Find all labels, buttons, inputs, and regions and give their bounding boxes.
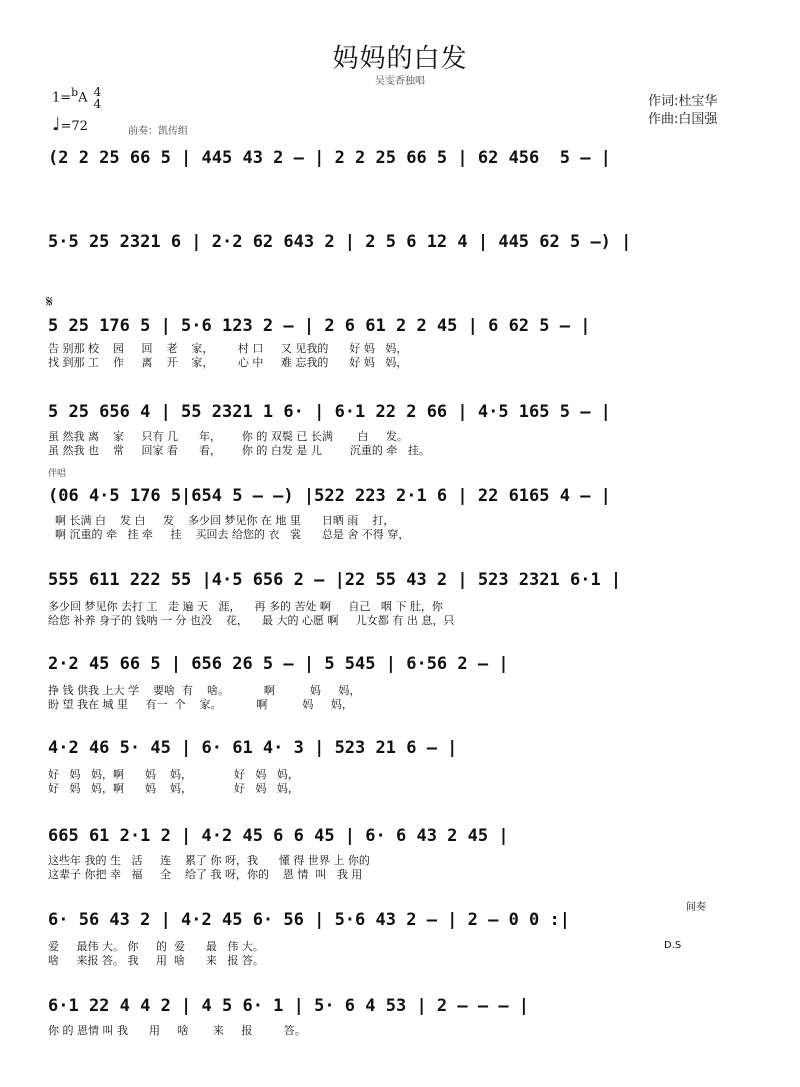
- lyric-line: 给您 补养 身子的 钱呐 一 分 也没 花， 最 大的 心愿 啊 儿女都 有 出 息，只: [48, 614, 455, 627]
- notation-row: 4·2 46 5· 45 | 6· 61 4· 3 | 523 21 6 – |: [48, 738, 458, 758]
- key-signature: [52, 86, 101, 110]
- flat-sign: b: [71, 86, 79, 100]
- notation-row: 5 25 176 5 | 5·6 123 2 – | 2 6 61 2 2 45 | 6 62 5 – |: [48, 316, 591, 336]
- notation-row: (06 4·5 176 5|654 5 – –) |522 223 2·1 6 | 22 6165 4 – |: [48, 486, 611, 506]
- key-note: A: [78, 90, 88, 106]
- notation-row: (2 2 25 66 5 | 445 43 2 – | 2 2 25 66 5 | 62 456 5 – |: [48, 148, 611, 168]
- time-signature-bottom: 4: [93, 97, 102, 111]
- lyric-line: 啊 沉重的 牵 挂 牵 挂 买回去 给您的 衣 裳 总是 舍 不得 穿，: [48, 528, 410, 541]
- lyric-line: 找 到那 工 作 离 开 家， 心 中 难 忘我的 好 妈 妈，: [48, 356, 408, 369]
- composer: 作曲:白国强: [648, 112, 718, 127]
- key-prefix: 1=: [52, 90, 72, 106]
- lyric-line: 虽 然我 也 常 回家 看 看， 你 的 白发 是 儿 沉重的 牵 挂。: [48, 444, 430, 457]
- intro-label: 前奏：凯传组: [128, 126, 188, 137]
- lyricist: 作词:杜宝华: [648, 94, 718, 109]
- lyric-line: 好 妈 妈，啊 妈 妈， 好 妈 妈，: [48, 782, 299, 795]
- notation-row: 5·5 25 2321 6 | 2·2 62 643 2 | 2 5 6 12 4 | 445 62 5 –) |: [48, 232, 632, 252]
- interlude-label: 间奏: [686, 902, 706, 913]
- dal-segno-mark: D.S: [664, 940, 682, 951]
- time-signature-top: 4: [93, 85, 102, 99]
- notation-row: 6·1 22 4 4 2 | 4 5 6· 1 | 5· 6 4 53 | 2 – – – |: [48, 996, 530, 1016]
- lyric-line: 啥 来报 答。 我 用 啥 来 报 答。: [48, 954, 264, 967]
- notation-row: 6· 56 43 2 | 4·2 45 6· 56 | 5·6 43 2 – | 2 – 0 0 :|: [48, 910, 570, 930]
- lyric-line: 这些年 我的 生 活 连 累了 你 呀，我 懂 得 世界 上 你的: [48, 854, 370, 867]
- notation-row: 555 611 222 55 |4·5 656 2 – |22 55 43 2 | 523 2321 6·1 |: [48, 570, 622, 590]
- notation-row: 665 61 2·1 2 | 4·2 45 6 6 45 | 6· 6 43 2 45 |: [48, 826, 509, 846]
- lyric-line: 这辈子 你把 幸 福 全 给了 我 呀，你的 恩 情 叫 我 用: [48, 868, 363, 881]
- performer-note: 吴雯香独唱: [375, 76, 425, 87]
- notation-row: 5 25 656 4 | 55 2321 1 6· | 6·1 22 2 66 | 4·5 165 5 – |: [48, 402, 611, 422]
- segno-icon: 𝄋: [46, 292, 53, 311]
- lyric-line: 啊 长满 白 发 白 发 多少回 梦见你 在 地 里 日晒 雨 打，: [48, 514, 395, 527]
- lyric-line: 爱 最伟 大。 你 的 爱 最 伟 大。: [48, 940, 264, 953]
- notation-row: 2·2 45 66 5 | 656 26 5 – | 5 545 | 6·56 2 – |: [48, 654, 509, 674]
- lyric-line: 虽 然我 离 家 只有 几 年， 你 的 双鬓 已 长满 白 发。: [48, 430, 408, 443]
- lyric-line: 多少回 梦见你 去打 工 走 遍 天 涯， 再 多的 苦处 啊 自己 咽 下 肚，你: [48, 600, 443, 613]
- lyric-line: 好 妈 妈，啊 妈 妈， 好 妈 妈，: [48, 768, 299, 781]
- lyric-line: 告 别那 校 园 回 老 家， 村 口 又 见我的 好 妈 妈，: [48, 342, 408, 355]
- backing-vocal-label: 伴唱: [48, 469, 67, 479]
- quarter-note-icon: ♩: [52, 114, 61, 135]
- song-title: 妈妈的白发: [332, 44, 468, 74]
- lyric-line: 挣 钱 供我 上大 学 要啥 有 啥。 啊 妈 妈，: [48, 684, 361, 697]
- tempo-mark: [52, 114, 88, 135]
- tempo-value: =72: [60, 119, 88, 134]
- lyric-line: 你 的 恩情 叫 我 用 啥 来 报 答。: [48, 1024, 306, 1037]
- lyric-line: 盼 望 我在 城 里 有一 个 家。 啊 妈 妈，: [48, 698, 353, 711]
